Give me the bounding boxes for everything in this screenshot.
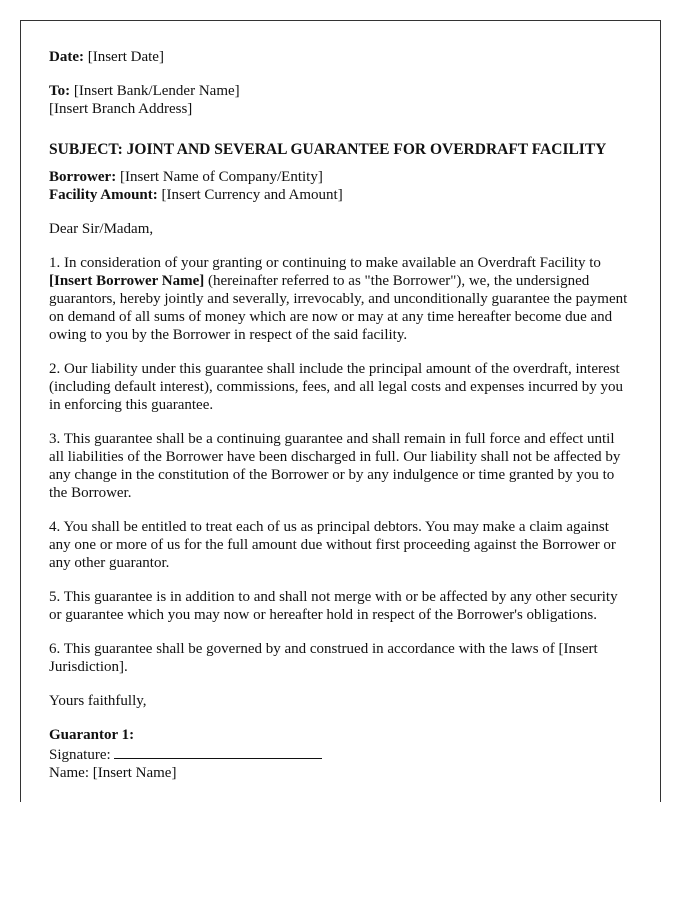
clause-5: 5. This guarantee is in addition to and shall not merge with or be affected by any other security or guarantee which you may now or hereafter hold in respect of the Borrower's obligations. bbox=[49, 589, 618, 623]
to-label: To: bbox=[49, 83, 71, 99]
date-value: [Insert Date] bbox=[87, 49, 164, 65]
clause-2: 2. Our liability under this guarantee shall include the principal amount of the overdraft, interest (including default interest), commissions, fees, and all legal costs and expenses incurred by you in enforcing this guarantee. bbox=[49, 361, 624, 413]
amount-label: Facility Amount: bbox=[49, 187, 158, 203]
clause-1-text: 1. In consideration of your granting or continuing to make available an Overdraft Facility to bbox=[49, 255, 601, 271]
clause-1-text-cont: (hereinafter referred to as "the Borrower"), we, the undersigned guarantors, hereby jointly and severally, irrevocably, and unconditionally guarantee the payment on demand of all sums of money which are now or may at any time hereafter become due and owing to you by the Borrower in respect of the said facility. bbox=[49, 273, 628, 343]
borrower-name-placeholder: [Insert Borrower Name] bbox=[49, 273, 205, 289]
signature-label: Signature: bbox=[49, 747, 111, 763]
signature-line[interactable] bbox=[114, 744, 322, 759]
clause-6: 6. This guarantee shall be governed by and construed in accordance with the laws of [Insert Jurisdiction]. bbox=[49, 641, 598, 675]
subject-line: SUBJECT: JOINT AND SEVERAL GUARANTEE FOR OVERDRAFT FACILITY bbox=[49, 141, 607, 158]
date-line bbox=[49, 48, 632, 66]
guarantor-heading: Guarantor 1: bbox=[49, 727, 135, 743]
letter-page bbox=[20, 20, 661, 802]
clause-1 bbox=[49, 254, 632, 344]
guarantor-block bbox=[49, 726, 632, 782]
amount-value: [Insert Currency and Amount] bbox=[161, 187, 343, 203]
clause-3: 3. This guarantee shall be a continuing guarantee and shall remain in full force and effect until all liabilities of the Borrower have been discharged in full. Our liability shall not be affected by any change in the constitution of the Borrower or by any indulgence or time granted by you to the Borrower. bbox=[49, 431, 621, 501]
recipient-block bbox=[49, 82, 632, 118]
closing: Yours faithfully, bbox=[49, 693, 147, 709]
branch-address: [Insert Branch Address] bbox=[49, 101, 193, 117]
guarantor-name: Name: [Insert Name] bbox=[49, 765, 177, 781]
details-block bbox=[49, 168, 632, 204]
to-value: [Insert Bank/Lender Name] bbox=[73, 83, 240, 99]
clause-4: 4. You shall be entitled to treat each of us as principal debtors. You may make a claim against any one or more of us for the full amount due without first proceeding against the Borrower or any other guarantor. bbox=[49, 519, 616, 571]
borrower-label: Borrower: bbox=[49, 169, 117, 185]
borrower-value: [Insert Name of Company/Entity] bbox=[119, 169, 323, 185]
salutation: Dear Sir/Madam, bbox=[49, 221, 154, 237]
date-label: Date: bbox=[49, 49, 84, 65]
